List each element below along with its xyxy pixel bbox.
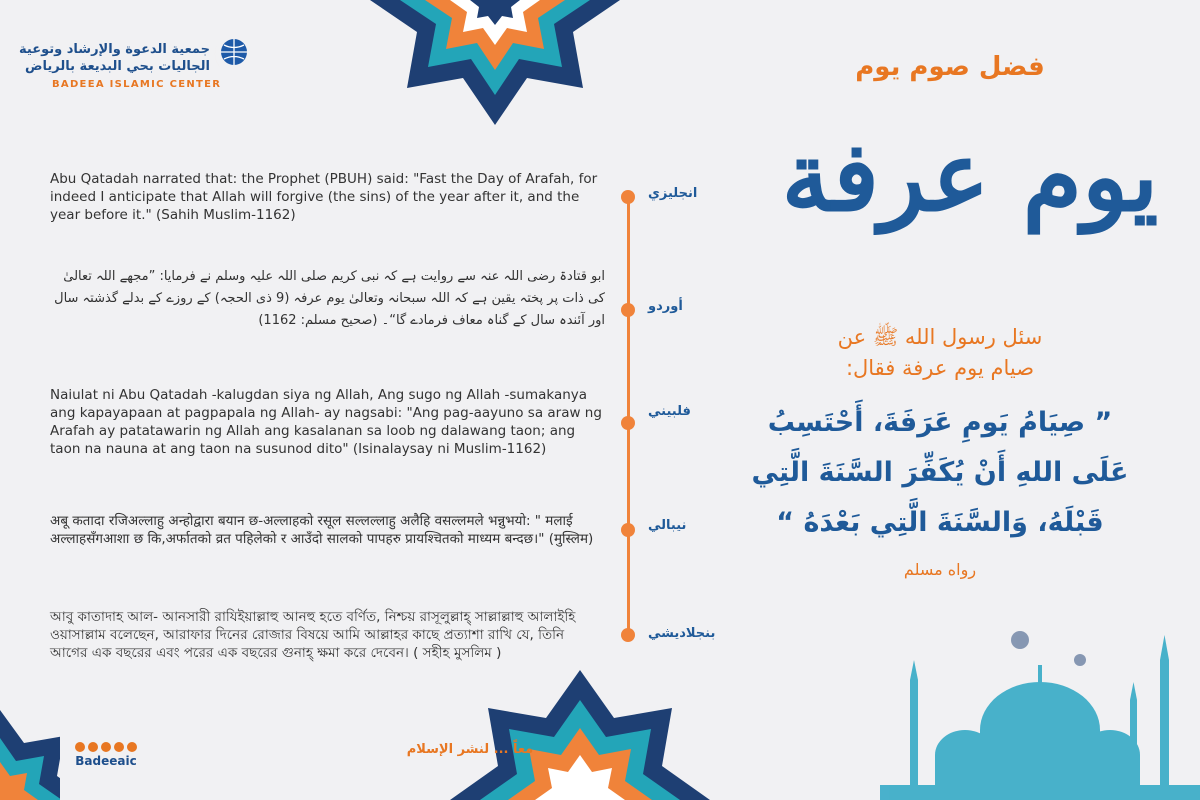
lang-label-nepali: نيبالي <box>648 518 687 533</box>
intro-line-1: سئل رسول الله ﷺ عن <box>837 325 1043 349</box>
hadith-nepali: अबू कतादा रजिअल्लाहु अन्होद्वारा बयान छ-अल्लाहको रसूल सल्लल्लाहु अलैहि वसल्लमले भन्नुभयो: " मलाई अल्लाहसँगआशा छ कि,अर्फातको व्रत पहिलेको र आउँदो सालको पापहरु प्रायश्चितको माध्यम बन्दछ।" (मुस्लिम) <box>50 513 594 547</box>
timeline-dot <box>621 190 635 204</box>
timeline-dot <box>621 523 635 537</box>
hadith-arabic <box>740 398 1140 548</box>
social-icon[interactable] <box>127 742 137 752</box>
mosque-silhouette <box>880 620 1200 800</box>
big-title-text: يوم عرفة <box>781 120 1159 233</box>
globe-crescent-icon <box>212 32 252 78</box>
slogan: معاً ... لنشر الإسلام <box>406 742 534 757</box>
social-icons <box>66 742 146 752</box>
lang-label-filipino: فلبيني <box>648 404 691 419</box>
hadith-line-3: قَبْلَهُ، وَالسَّنَةَ الَّتِي بَعْدَهُ “ <box>776 507 1104 538</box>
lang-label-urdu: أوردو <box>648 299 683 314</box>
hadith-filipino: Naiulat ni Abu Qatadah -kalugdan siya ng Allah, Ang sugo ng Allah -sumakanya ang kapayapaan at pagpapala ng Allah- ay nagsabi: "Ang pag-aayuno sa araw ng Arafah ay patatawarin ng Allah ang kasalanan sa loob ng dalawang taon; ang taon na nauna at ang taon na susunod dito" (Isinalaysay ni Muslim-1162) <box>50 387 602 457</box>
hadith-line-2: عَلَى اللهِ أَنْ يُكَفِّرَ السَّنَةَ الَّتِي <box>751 457 1129 488</box>
social-icon[interactable] <box>101 742 111 752</box>
logo-arabic-line1: جمعية الدعوة والإرشاد وتوعية <box>19 42 210 57</box>
hadith-urdu: ابو قتادۃ رضی اللہ عنہ سے روایت ہے کہ نبی کریم صلی اللہ علیہ وسلم نے فرمایا: ”مجھے اللہ تعالیٰ کی ذات پر پختہ یقین ہے کہ اللہ سبحانہ وتعالیٰ یوم عرفہ (9 ذی الحجہ) کے روزے کے بدلے گذشتہ سال اور آئندہ سال کے گناہ معاف فرمادے گا“۔ (صحیح مسلم: 1162) <box>54 269 605 328</box>
hadith-english: Abu Qatadah narrated that: the Prophet (PBUH) said: "Fast the Day of Arafah, for indeed I anticipate that Allah will forgive (the sins) of the year after it, and the year before it." (Sahih Muslim-1162) <box>50 171 598 223</box>
social-icon[interactable] <box>88 742 98 752</box>
logo-arabic-line2: الجاليات بحي البديعة بالرياض <box>25 59 210 74</box>
calligraphy-title <box>770 92 1170 252</box>
hadith-intro <box>760 322 1120 384</box>
org-logo <box>19 32 252 102</box>
social-handle <box>66 742 146 768</box>
lang-label-english: انجليزي <box>648 186 698 201</box>
narrator: رواه مسلم <box>903 560 977 579</box>
brand-handle: Badeeaic <box>75 754 137 768</box>
social-icon[interactable] <box>75 742 85 752</box>
timeline-dot <box>621 628 635 642</box>
timeline-dot <box>621 416 635 430</box>
page-subtitle: فضل صوم يوم <box>855 52 1045 82</box>
timeline-dot <box>621 303 635 317</box>
hadith-line-1: ” صِيَامُ يَومِ عَرَفَةَ، أَحْتَسِبُ <box>767 407 1113 438</box>
intro-line-2: صيام يوم عرفة فقال: <box>845 356 1035 380</box>
lang-label-bengali: بنجلاديشي <box>648 626 716 641</box>
logo-english: BADEEA ISLAMIC CENTER <box>52 79 222 90</box>
social-icon[interactable] <box>114 742 124 752</box>
hadith-bengali: আবু কাতাদাহ আল- আনসারী রাযিইয়াল্লাহু আনহু হতে বর্ণিত, নিশ্চয় রাসূলুল্লাহ্ সাল্লাল্লাহু আলাইহি ওয়াসাল্লাম বলেছেন, আরাফার দিনের রোজার বিষয়ে আমি আল্লাহর কাছে প্রত্যাশা রাখি যে, তিনি আগের এক বছরের এবং পরের এক বছরের গুনাহ্ ক্ষমা করে দেবেন। ( সহীহ মুসলিম ) <box>50 609 576 661</box>
star-pattern-corner <box>0 700 60 800</box>
star-pattern-bottom <box>430 660 730 800</box>
star-pattern-top <box>350 0 640 130</box>
